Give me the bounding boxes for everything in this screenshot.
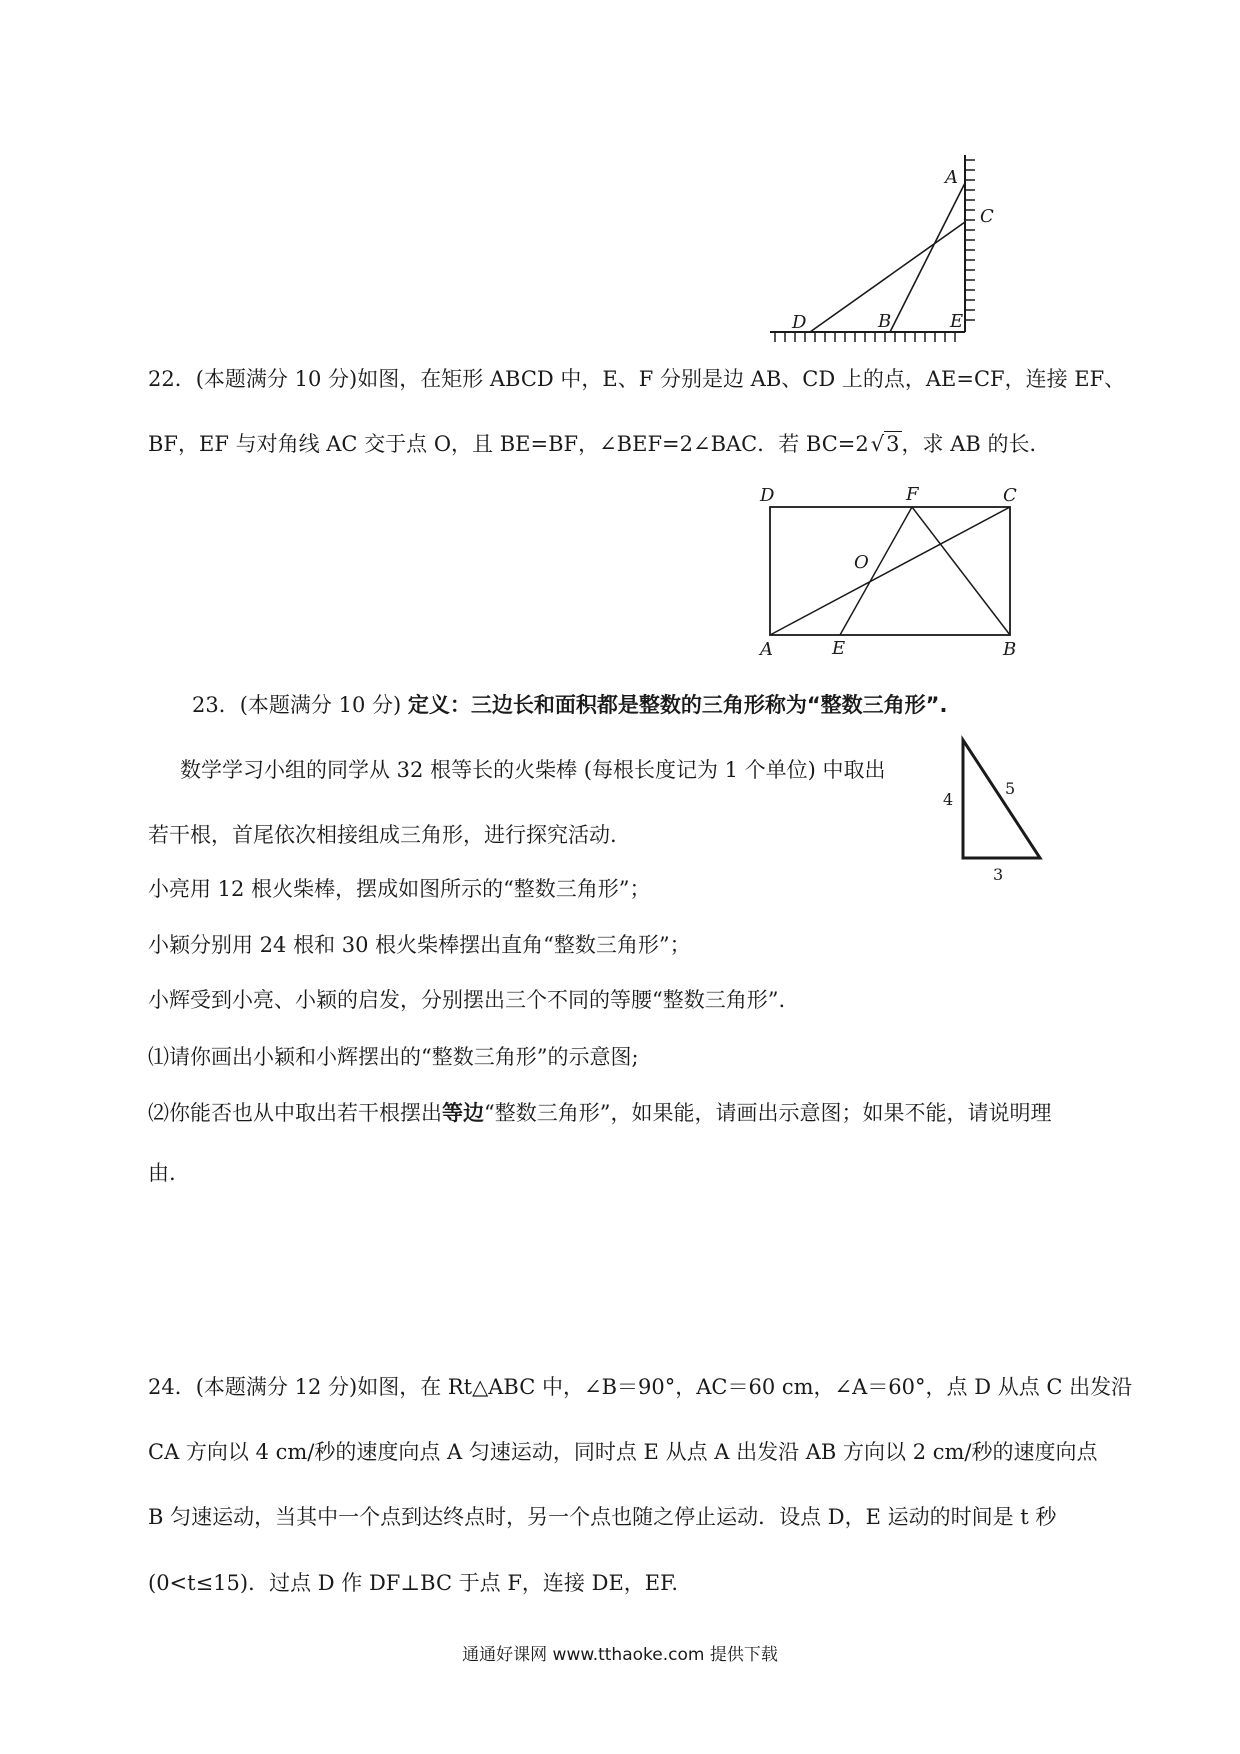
label-A: A	[760, 639, 773, 660]
label-E: E	[950, 311, 964, 332]
q22-text-1: (本题满分 10 分)如图，在矩形 ABCD 中，E、F 分别是边 AB、CD 上的点，AE=CF，连接 EF、	[195, 367, 1126, 391]
q23-para1: 数学学习小组的同学从 32 根等长的火柴棒 (每根长度记为 1 个单位) 中取出	[180, 758, 886, 782]
q23-para4: 小颖分别用 24 根和 30 根火柴棒摆出直角“整数三角形”；	[148, 933, 691, 957]
label-D: D	[792, 312, 807, 333]
sqrt-radicand: 3	[886, 432, 900, 456]
q23-item2	[148, 1103, 1051, 1124]
label-B: B	[878, 311, 892, 332]
q22-line1	[148, 369, 1125, 390]
q23-item1: ⑴请你画出小颖和小辉摆出的“整数三角形”的示意图;	[148, 1045, 639, 1069]
label-A: A	[945, 167, 958, 188]
figure-q23-triangle	[935, 735, 1055, 885]
q23-item2-text-a: ⑵你能否也从中取出若干根摆出	[148, 1101, 442, 1125]
q23-item2-text-b: “整数三角形”，如果能，请画出示意图；如果不能，请说明理	[484, 1101, 1052, 1125]
label-F: F	[906, 484, 919, 505]
side-label-4: 4	[943, 790, 954, 809]
label-C: C	[1003, 485, 1017, 506]
q23-points: (本题满分 10 分)	[239, 693, 408, 717]
q24-line1	[148, 1377, 1132, 1398]
q23-item2-bold: 等边	[442, 1101, 484, 1125]
figure-q21-ladder	[760, 150, 1020, 340]
q24-number: 24．	[148, 1375, 196, 1399]
q23-para3: 小亮用 12 根火柴棒，摆成如图所示的“整数三角形”；	[148, 877, 651, 901]
q24-line2: CA 方向以 4 cm/秒的速度向点 A 匀速运动，同时点 E 从点 A 出发沿 AB 方向以 2 cm/秒的速度向点	[148, 1440, 1098, 1464]
label-O: O	[854, 552, 869, 573]
page-footer: 通通好课网 www.tthaoke.com 提供下载	[462, 1645, 778, 1665]
q23-para2: 若干根，首尾依次相接组成三角形，进行探究活动.	[148, 823, 617, 847]
q24-line4: (0<t≤15)．过点 D 作 DF⊥BC 于点 F，连接 DE，EF.	[148, 1571, 679, 1595]
q22-text-2a: BF，EF 与对角线 AC 交于点 O，且 BE=BF，∠BEF=2∠BAC．若 BC=2	[148, 432, 869, 456]
q23-number: 23．	[192, 693, 240, 717]
sqrt-symbol: √3	[870, 432, 900, 456]
figure-q22-rectangle	[750, 485, 1040, 660]
label-E: E	[832, 638, 846, 659]
q22-text-2b: ，求 AB 的长．	[901, 432, 1051, 456]
q24-line3: B 匀速运动，当其中一个点到达终点时，另一个点也随之停止运动．设点 D，E 运动的时间是 t 秒	[148, 1505, 1057, 1529]
label-C: C	[980, 206, 994, 227]
q23-item2-cont: 由.	[148, 1161, 176, 1185]
q22-line2	[148, 434, 1050, 455]
q23-definition: 定义：三边长和面积都是整数的三角形称为“整数三角形”.	[407, 693, 948, 717]
side-label-3: 3	[993, 865, 1004, 884]
label-D: D	[760, 485, 775, 506]
side-label-5: 5	[1005, 779, 1016, 798]
q24-text-1: (本题满分 12 分)如图，在 Rt△ABC 中，∠B＝90°，AC＝60 cm，∠A＝60°，点 D 从点 C 出发沿	[195, 1375, 1133, 1399]
q22-number: 22．	[148, 367, 196, 391]
label-B: B	[1003, 639, 1017, 660]
q23-heading	[192, 695, 947, 716]
q23-para5: 小辉受到小亮、小颖的启发，分别摆出三个不同的等腰“整数三角形”.	[148, 988, 786, 1012]
